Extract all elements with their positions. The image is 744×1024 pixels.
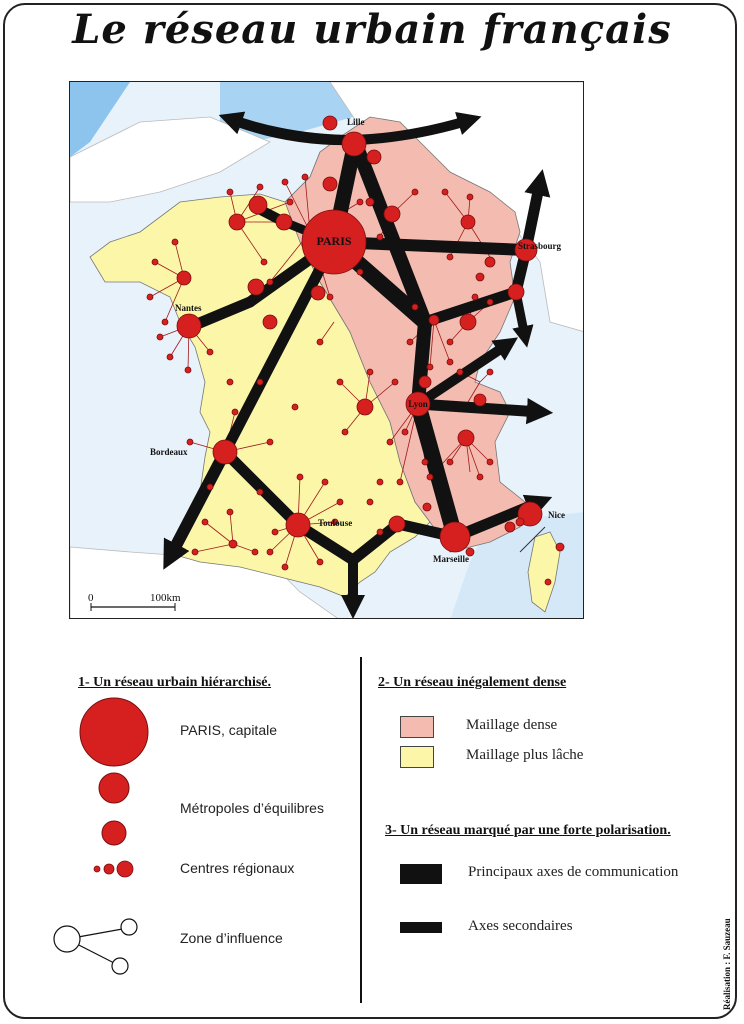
scale-end-label: 100km bbox=[150, 592, 181, 604]
label-bordeaux: Bordeaux bbox=[150, 447, 188, 457]
city-nantes bbox=[177, 314, 201, 338]
city-bordeaux bbox=[213, 440, 237, 464]
legend-main-axis-label: Principaux axes de communication bbox=[468, 864, 679, 880]
label-paris: PARIS bbox=[316, 234, 352, 248]
legend-influence-symbol bbox=[54, 919, 137, 974]
page-title: Le réseau urbain français bbox=[72, 6, 672, 53]
legend-metropole-label: Métropoles d’équilibres bbox=[180, 800, 324, 816]
legend-dense-label: Maillage dense bbox=[466, 717, 558, 733]
label-nice: Nice bbox=[548, 510, 565, 520]
author-credit: Réalisation : F. Sauzeau bbox=[722, 918, 732, 1010]
legend-metropole-symbol bbox=[99, 773, 129, 803]
legend-regional-label: Centres régionaux bbox=[180, 860, 295, 876]
legend-section3-title: 3- Un réseau marqué par une forte polarisation. bbox=[385, 823, 671, 838]
city-lille bbox=[342, 132, 366, 156]
scale-start-label: 0 bbox=[88, 592, 94, 604]
legend-regional-symbol-small bbox=[94, 866, 100, 872]
city-marseille bbox=[440, 522, 470, 552]
legend-section1-title: 1- Un réseau urbain hiérarchisé. bbox=[78, 675, 272, 690]
legend-loose-label: Maillage plus lâche bbox=[466, 747, 584, 763]
legend-influence-label: Zone d’influence bbox=[180, 930, 283, 946]
legend-dense-swatch bbox=[400, 716, 434, 738]
label-nantes: Nantes bbox=[175, 303, 202, 313]
label-lille: Lille bbox=[347, 117, 365, 127]
map-panel bbox=[69, 81, 584, 619]
legend-regional-symbol-large bbox=[117, 861, 133, 877]
legend-capital-label: PARIS, capitale bbox=[180, 722, 278, 738]
legend-secondary-axis-label: Axes secondaires bbox=[468, 918, 573, 934]
label-marseille: Marseille bbox=[433, 554, 469, 564]
legend-loose-swatch bbox=[400, 746, 434, 768]
legend-regional-symbol-medium bbox=[104, 864, 114, 874]
city-toulouse bbox=[286, 513, 310, 537]
legend-divider bbox=[360, 657, 362, 1003]
label-strasbourg: Strasbourg bbox=[518, 241, 562, 251]
legend-metropole-small-symbol bbox=[102, 821, 126, 845]
legend-capital-symbol bbox=[80, 698, 148, 766]
legend-secondary-axis-swatch bbox=[400, 922, 442, 933]
legend-section2-title: 2- Un réseau inégalement dense bbox=[378, 675, 567, 690]
label-toulouse: Toulouse bbox=[318, 518, 353, 528]
france-map bbox=[70, 82, 584, 619]
legend-section1-symbols bbox=[40, 690, 180, 990]
label-lyon: Lyon bbox=[408, 399, 428, 409]
legend-main-axis-swatch bbox=[400, 864, 442, 884]
